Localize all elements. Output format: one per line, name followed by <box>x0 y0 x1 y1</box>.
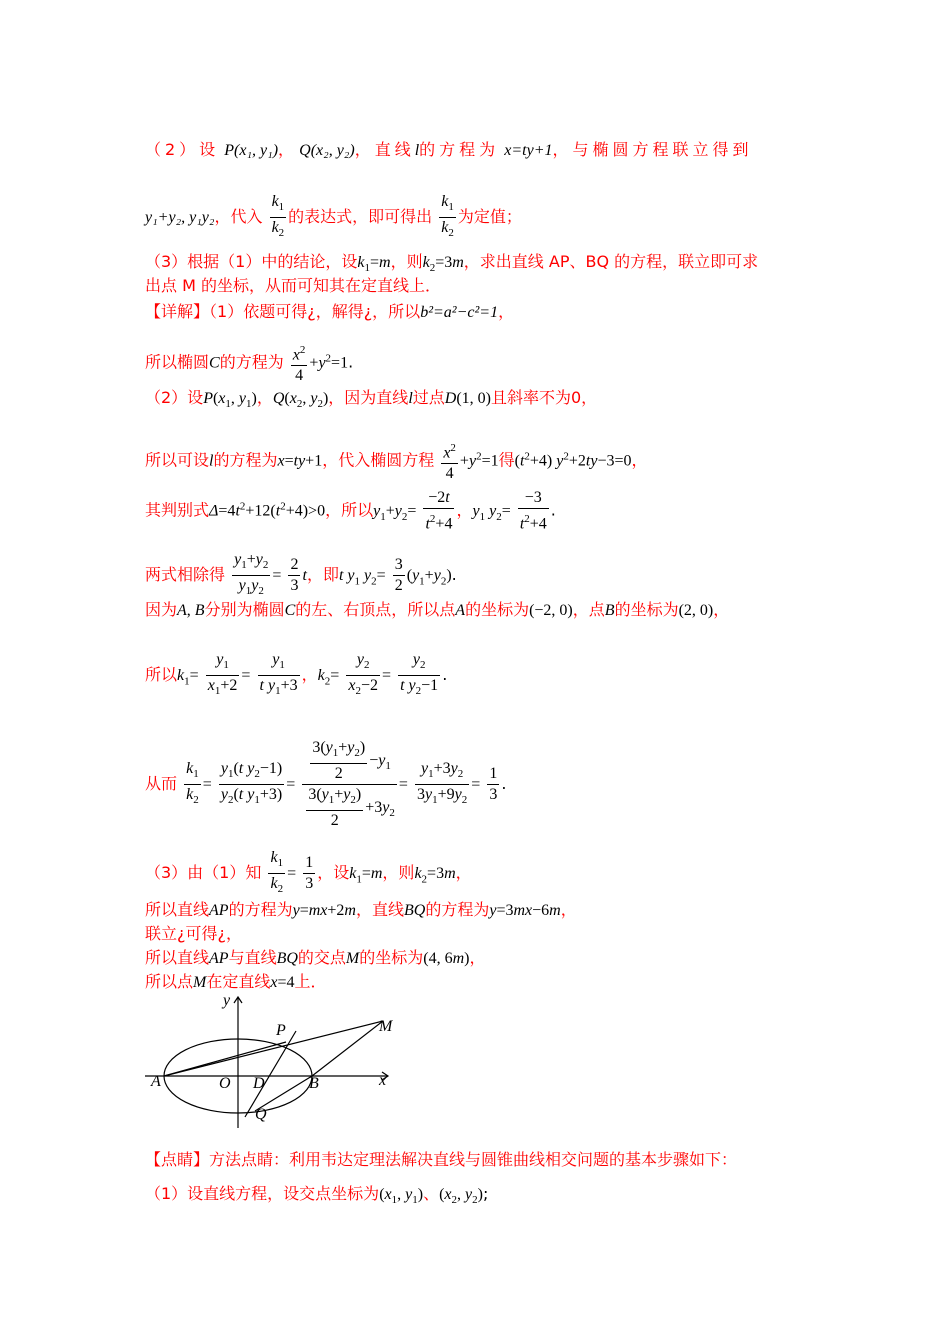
label-m: M <box>379 1018 393 1035</box>
tip-step-text: （1）设直线方程，设交点坐标为 <box>145 1184 380 1203</box>
detail-text: 过点 <box>412 388 445 407</box>
math-line-eq: x=ty+1 <box>504 142 553 159</box>
line-bm <box>312 1021 383 1076</box>
fraction-step-2: $\frac{3(y_1+y_2)}{2}$ $-y_1$ $\frac{3(y_1+y_2)}{2}$ $+3y_2$ <box>302 738 397 831</box>
label-o: O <box>219 1075 231 1092</box>
detail-text: ，即 <box>306 565 339 585</box>
hint-text: 的表达式，即可得出 <box>288 207 433 227</box>
hint-text: 出点 M 的坐标，从而可知其在定直线上． <box>145 276 441 295</box>
detail-text: 所以直线 <box>145 948 210 967</box>
fraction-1-3: $\frac{1}{3}$ <box>305 854 314 893</box>
detail-line-8: 所以$k_1=$ $\frac{y_1}{x_1+2}$ = $\frac{y_1}{t y_1+3}$ ，$k_2=$ $\frac{y_2}{x_2-2}$ = $\frac{y_2}{t y_2-1}$ . <box>145 650 447 701</box>
math-point-p: P(x₁, y₁) <box>224 142 279 159</box>
fraction-k2-b: $\frac{y_2}{t y_2-1}$ <box>400 651 439 698</box>
label-b: B <box>309 1075 319 1092</box>
math-point-q: Q(x₂, y₂) <box>299 142 355 159</box>
detail-text: 在定直线 <box>206 972 271 991</box>
detail-line-12 <box>145 924 242 944</box>
detail-text: 的方程为 <box>425 900 490 919</box>
fraction-k1-k2: $\frac{k_1}{k_2}$ <box>441 193 454 240</box>
detail-text: 的方程为 <box>219 352 284 372</box>
detail-text: 与直线 <box>228 948 277 967</box>
fraction-3-2: $\frac{3}{2}$ <box>394 556 403 595</box>
detail-text: 的坐标为 <box>614 600 679 619</box>
detail-text: 两式相除得 <box>145 565 226 585</box>
label-d: D <box>253 1075 265 1092</box>
fraction-step-1: $\frac{y_1(t y_2-1)}{y_2(t y_1+3)}$ <box>220 760 283 807</box>
hint-line-3: （3）根据（1）中的结论，设$k_1=m$，则$k_2=3m$，求出直线 AP、BQ 的方程，联立即可求 <box>145 252 759 275</box>
detail-line-13: 所以直线AP与直线BQ的交点M的坐标为(4, 6m)， <box>145 948 486 967</box>
detail-text: 的左、右顶点，所以点 <box>295 600 456 619</box>
math-sum-product: y₁+y₂, y₁y₂ <box>145 209 215 227</box>
detail-text: ，设 <box>317 863 350 883</box>
hint-text: ，求出直线 AP、BQ 的方程，联立即可求 <box>463 252 759 271</box>
detail-text: ，点 <box>572 600 605 619</box>
detail-text: ，因为直线 <box>328 388 409 407</box>
detail-text: 从而 <box>145 774 178 794</box>
hint-text: ，则 <box>390 252 423 271</box>
ellipse-figure <box>143 993 403 1133</box>
detail-text: 分别为椭圆 <box>204 600 285 619</box>
hint-text: ， <box>278 140 295 159</box>
detail-text: 上． <box>294 972 327 991</box>
detail-text: 的交点 <box>297 948 346 967</box>
detail-text: 所以可设 <box>145 450 210 470</box>
detail-line-7: 因为A, B分别为椭圆C的左、右顶点，所以点A的坐标为(−2, 0)，点B的坐标为(2, 0)， <box>145 600 730 619</box>
fraction-k1-a: $\frac{y_1}{x_1+2}$ <box>207 651 238 698</box>
detail-text: ，直线 <box>355 900 404 919</box>
label-a: A <box>151 1073 161 1090</box>
detail-text: 联立¿可得¿， <box>145 924 242 943</box>
detail-text: 其判别式 <box>145 500 210 520</box>
detail-text: （2）设 <box>145 388 204 407</box>
detail-line-6: 两式相除得 $\frac{y_1+y_2}{y_1y_2}$ = $\frac{2}{3}$ t，即t $y_1$ $y_2=$ $\frac{3}{2}$ $(y_1+y_2)$. <box>145 550 457 601</box>
detail-line-3: （2）设$P(x_1$, $y_1$)，$Q(x_2$, $y_2$)，因为直线l过点D(1, 0)且斜率不为0， <box>145 388 598 411</box>
hint-line-1 <box>145 140 753 161</box>
detail-text: 的方程为 <box>228 900 293 919</box>
detail-line-1: 【详解】（1）依题可得¿，解得¿，所以b²=a²−c²=1， <box>145 302 515 321</box>
detail-line-4: 所以可设l的方程为x=ty+1，代入椭圆方程 $\frac{x^2}{4}$ $+y^2=1$得$(t^2+4)$ $y^2+2ty-3=0$， <box>145 438 648 484</box>
detail-line-11: 所以直线AP的方程为y=mx+2m，直线BQ的方程为y=3mx−6m， <box>145 900 577 919</box>
hint-text: （2）设 <box>145 140 220 159</box>
fraction-k1-k2: $\frac{k_1}{k_2}$ <box>270 849 284 896</box>
math-b-squared: b²=a²−c²=1 <box>420 304 499 321</box>
detail-text: （3）由（1）知 <box>145 863 262 883</box>
detail-text: 所以直线 <box>145 900 210 919</box>
detail-text: 所以 <box>145 665 178 685</box>
line-pq <box>245 1031 296 1117</box>
detail-text: （1）依题可得¿，解得¿，所以 <box>209 302 421 321</box>
fraction-2-3: $\frac{2}{3}$ <box>290 556 299 595</box>
detail-line-9: 从而 $\frac{k_1}{k_2}$ = $\frac{y_1(t y_2-1)}{y_2(t y_1+3)}$ = $\frac{3(y_1+y_2)}{2}$ $-y_1$ $\frac{3(y_1+y_2)}{2}$ $+3y_2$ = $\frac{y_1+3y_2}{3y_1+9y_2}$ = $\frac{1}{3}$ . <box>145 739 507 830</box>
fraction-x2-4: $\frac{x^2}{4}$ <box>441 438 458 484</box>
detail-text: 所以点 <box>145 972 194 991</box>
detail-line-2: 所以椭圆C的方程为 $\frac{x^2}{4}$ $+y^2=1$. <box>145 340 353 386</box>
fraction-sum: $\frac{-2t}{t^2+4}$ <box>425 489 453 533</box>
hint-line-4 <box>145 276 441 296</box>
fraction-product: $\frac{-3}{t^2+4}$ <box>519 489 547 533</box>
tip-line-1 <box>145 1150 737 1170</box>
fraction-k1-k2: $\frac{k_1}{k_2}$ <box>186 760 199 807</box>
line-am <box>164 1021 383 1076</box>
label-p: P <box>276 1022 286 1039</box>
detail-text: 且斜率不为0， <box>491 388 598 407</box>
hint-text: （3）根据（1）中的结论，设 <box>145 252 358 271</box>
detail-text: 所以椭圆 <box>145 352 210 372</box>
hint-text: 的方程为 <box>419 140 500 159</box>
fraction-k1-b: $\frac{y_1}{t y_1+3}$ <box>259 651 298 698</box>
label-y: y <box>223 993 231 1009</box>
tip-text: 方法点睛：利用韦达定理法解决直线与圆锥曲线相交问题的基本步骤如下： <box>209 1150 738 1169</box>
hint-text: ，直线 <box>354 140 415 159</box>
detail-line-10: （3）由（1）知 $\frac{k_1}{k_2}$ = $\frac{1}{3}$ ，设$k_1=m$，则$k_2=3m$， <box>145 848 472 899</box>
detail-text: ，所以 <box>325 500 374 520</box>
fraction-ratio: $\frac{y_1+y_2}{y_1y_2}$ <box>234 551 269 598</box>
detail-text: 的方程为 <box>213 450 278 470</box>
hint-text: ，与椭圆方程联立得到 <box>552 140 753 159</box>
math-line-l: l <box>414 142 420 159</box>
detail-text: 的坐标为 <box>465 600 530 619</box>
fraction-k2-a: $\frac{y_2}{x_2-2}$ <box>348 651 378 698</box>
detail-text: 因为 <box>145 600 178 619</box>
detail-text: ，代入椭圆方程 <box>322 450 435 470</box>
label-x: x <box>379 1072 387 1089</box>
detail-text: ，则 <box>382 863 415 883</box>
hint-line-2 <box>145 192 522 243</box>
fraction-step-3: $\frac{y_1+3y_2}{3y_1+9y_2}$ <box>416 760 468 807</box>
hint-text: 为定值； <box>457 207 522 227</box>
hint-text: ，代入 <box>214 207 263 227</box>
detail-tag: 【详解】 <box>145 302 210 321</box>
fraction-k1-k2: $\frac{k_1}{k_2}$ <box>271 193 285 240</box>
detail-text: 得 <box>498 450 515 470</box>
fraction-x2-4: $\frac{x^2}{4}$ <box>291 340 308 386</box>
label-q: Q <box>255 1106 267 1123</box>
tip-line-2: （1）设直线方程，设交点坐标为($x_1$, $y_1$)、($x_2$, $y_2$); <box>145 1184 489 1207</box>
fraction-1-3: $\frac{1}{3}$ <box>489 765 498 804</box>
line-ap <box>164 1042 286 1076</box>
tip-tag: 【点睛】 <box>145 1150 210 1169</box>
detail-text: 的坐标为 <box>359 948 424 967</box>
detail-line-14: 所以点M在定直线x=4上． <box>145 972 327 991</box>
detail-line-5: 其判别式$\Delta=4t^2+12(t^2+4)>0$，所以$y_1+y_2=$ $\frac{-2t}{t^2+4}$ ，$y_1$ $y_2=$ $\frac{-3}{t^2+4}$ . <box>145 489 556 533</box>
